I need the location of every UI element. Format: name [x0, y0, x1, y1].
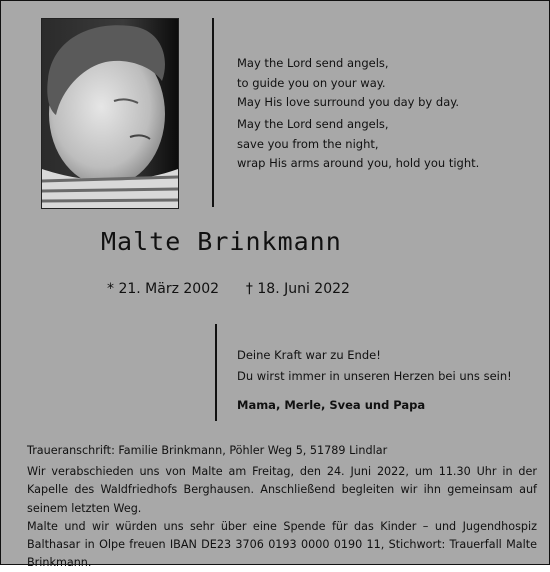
birth-symbol: *: [107, 281, 114, 297]
portrait-photo: [41, 18, 179, 209]
poem-line: May the Lord send angels,: [237, 56, 389, 70]
divider-top: [212, 18, 214, 207]
mourning-address: Traueranschrift: Familie Brinkmann, Pöhler Weg 5, 51789 Lindlar: [27, 444, 388, 457]
mourning-message: [237, 345, 512, 387]
poem-line: wrap His arms around you, hold you tight.: [237, 156, 480, 170]
footer-info: [27, 442, 537, 572]
birth-date: 21. März 2002: [118, 281, 220, 297]
poem-stanza-2: [237, 115, 479, 174]
poem-line: save you from the night,: [237, 136, 379, 151]
message-line-1: Deine Kraft war zu Ende!: [237, 348, 381, 362]
message-line-2: Du wirst immer in unseren Herzen bei uns sein!: [237, 369, 512, 383]
poem-stanza-1: [237, 54, 459, 113]
poem-line: to guide you on your way.: [237, 75, 386, 90]
death-date: 18. Juni 2022: [257, 281, 350, 297]
portrait-image: [42, 19, 178, 208]
divider-bottom: [215, 324, 217, 421]
life-dates: [107, 281, 350, 297]
signers: Mama, Merle, Svea und Papa: [237, 398, 426, 412]
death-symbol: †: [245, 281, 253, 297]
service-info: Wir verabschieden uns von Malte am Freitag, den 24. Juni 2022, um 11.30 Uhr in der Kapelle des Waldfriedhofs Berghausen. Anschließend begleiten wir ihn gemeinsam auf seinem letzten Weg.: [27, 465, 537, 515]
poem-line: May His love surround you day by day.: [237, 95, 460, 109]
donation-info: Malte und wir würden uns sehr über eine Spende für das Kinder – und Jugendhospiz Balthasar in Olpe freuen IBAN DE23 3706 0193 0000 0190 11, Stichwort: Trauerfall Malte Brinkmann.: [27, 519, 537, 570]
deceased-name: Malte Brinkmann: [101, 227, 342, 256]
poem-line: May the Lord send angels,: [237, 117, 389, 131]
